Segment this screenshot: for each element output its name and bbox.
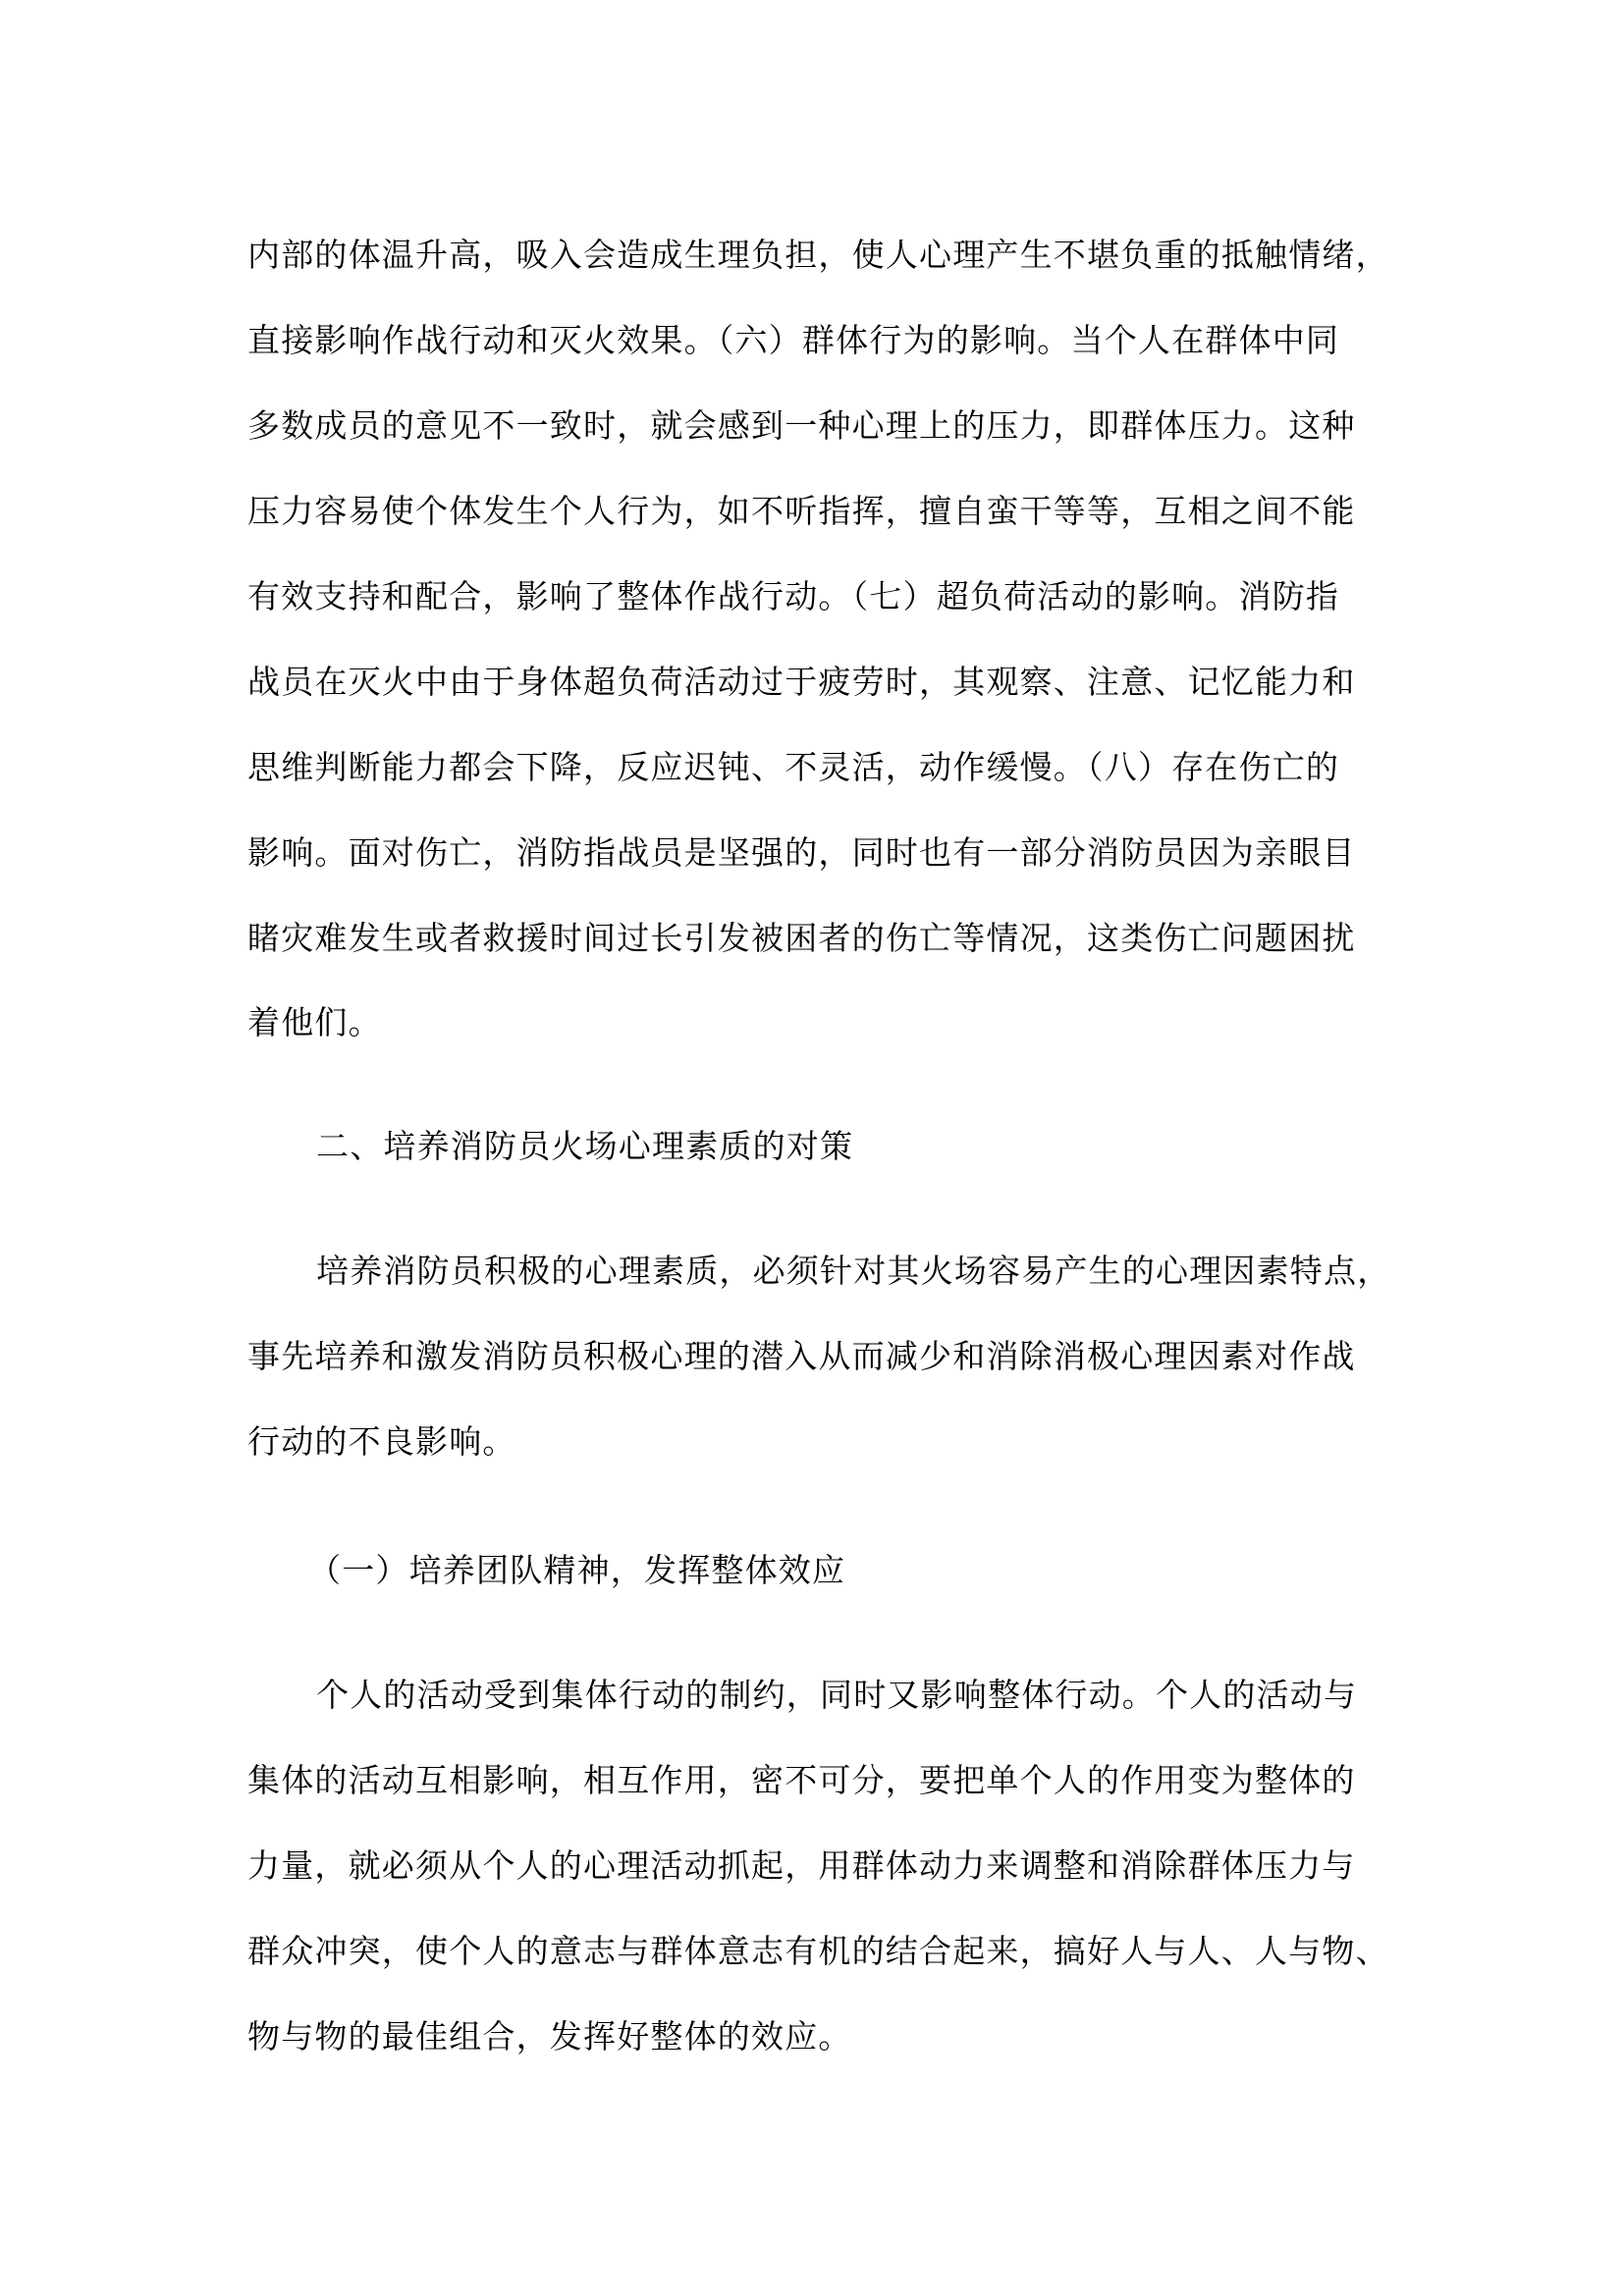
text-line: 直接影响作战行动和灭火效果。（六）群体行为的影响。当个人在群体中同 (247, 321, 1340, 359)
text-line: 思维判断能力都会下降，反应迟钝、不灵活，动作缓慢。（八）存在伤亡的 (247, 748, 1340, 786)
text-line: 物与物的最佳组合，发挥好整体的效应。 (247, 2017, 852, 2056)
text-line: 着他们。 (247, 1003, 382, 1041)
text-line: 多数成员的意见不一致时，就会感到一种心理上的压力，即群体压力。这种 (247, 406, 1356, 445)
text-line: 集体的活动互相影响，相互作用，密不可分，要把单个人的作用变为整体的 (247, 1761, 1356, 1799)
text-line: 群众冲突，使个人的意志与群体意志有机的结合起来，搞好人与人、人与物、 (247, 1932, 1389, 1970)
text-line: 战员在灭火中由于身体超负荷活动过于疲劳时，其观察、注意、记忆能力和 (247, 663, 1356, 701)
text-line: 睹灾难发生或者救援时间过长引发被困者的伤亡等情况，这类伤亡问题困扰 (247, 919, 1356, 957)
text-line: 力量，就必须从个人的心理活动抓起，用群体动力来调整和消除群体压力与 (247, 1846, 1356, 1885)
text-line: 压力容易使个体发生个人行为，如不听指挥，擅自蛮干等等，互相之间不能 (247, 492, 1356, 530)
text-line: 有效支持和配合，影响了整体作战行动。（七）超负荷活动的影响。消防指 (247, 577, 1340, 615)
text-line: 行动的不良影响。 (247, 1422, 516, 1461)
text-line: 影响。面对伤亡，消防指战员是坚强的，同时也有一部分消防员因为亲眼目 (247, 833, 1356, 872)
text-line: 内部的体温升高，吸入会造成生理负担，使人心理产生不堪负重的抵触情绪， (247, 236, 1389, 274)
text-line: 培养消防员积极的心理素质，必须针对其火场容易产生的心理因素特点， (316, 1252, 1391, 1290)
text-line: 个人的活动受到集体行动的制约，同时又影响整体行动。个人的活动与 (316, 1676, 1358, 1714)
subsection-heading: （一）培养团队精神，发挥整体效应 (308, 1551, 846, 1589)
text-line: 事先培养和激发消防员积极心理的潜入从而减少和消除消极心理因素对作战 (247, 1337, 1356, 1375)
section-heading: 二、培养消防员火场心理素质的对策 (316, 1127, 854, 1165)
